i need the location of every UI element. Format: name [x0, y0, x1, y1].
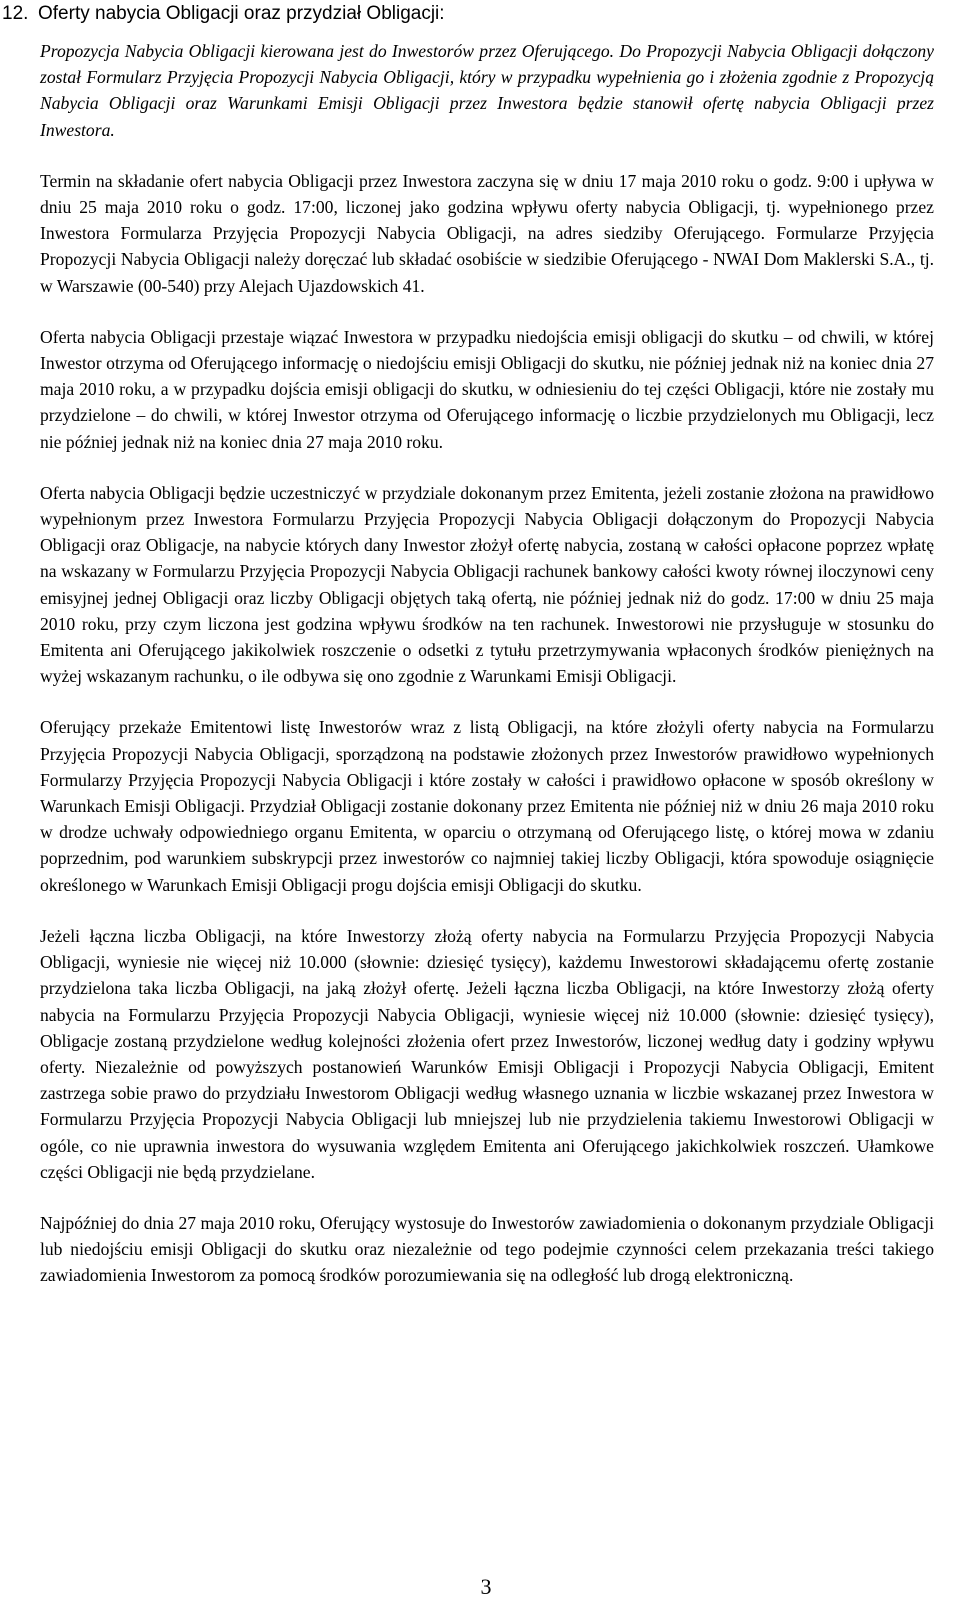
paragraph-allotment-rules: Jeżeli łączna liczba Obligacji, na które Inwestorzy złożą oferty nabycia na Formularzu Przyjęcia Propozycji Nabycia Obligacji, wyniesie nie więcej niż 10.000 (słownie: dziesięć tysięcy), każdemu Inwestorowi składającemu ofertę zostanie przydzielona taka liczba Obligacji, na jaką złożył ofertę. Jeżeli łączna liczba Obligacji, na które Inwestorzy złożą oferty nabycia na Formularzu Przyjęcia Propozycji Nabycia Obligacji, wyniesie więcej niż 10.000 (słownie: dziesięć tysięcy), Obligacje zostaną przydzielone według kolejności złożenia ofert przez Inwestorów, liczonej według daty i godziny wpływu oferty. Niezależnie od powyższych postanowień Warunków Emisji Obligacji i Propozycji Nabycia Obligacji, Emitent zastrzega sobie prawo do przydziału Inwestorom Obligacji według własnego uznania w liczbie wskazanej przez Inwestora w Formularzu Przyjęcia Propozycji Nabycia Obligacji lub mniejszej lub nie przydzielenia takiemu Inwestorowi Obligacji w ogóle, co nie uprawnia inwestora do wysuwania względem Emitenta ani Oferującego jakichkolwiek roszczeń. Ułamkowe części Obligacji nie będą przydzielane.: [40, 925, 934, 1182]
document-body: [40, 38, 934, 1314]
section-title: Oferty nabycia Obligacji oraz przydział Obligacji:: [38, 3, 445, 24]
section-heading: [2, 2, 445, 26]
paragraph-investor-list: Oferujący przekaże Emitentowi listę Inwestorów wraz z listą Obligacji, na które złożyli oferty nabycia na Formularzu Przyjęcia Propozycji Nabycia Obligacji, sporządzoną na podstawie złożonych przez Inwestorów prawidłowo wypełnionych Formularzy Przyjęcia Propozycji Nabycia Obligacji i które zostały w całości i prawidłowo opłacone w sposób określony w Warunkach Emisji Obligacji. Przydział Obligacji zostanie dokonany przez Emitenta nie później niż w dniu 26 maja 2010 roku w drodze uchwały odpowiedniego organu Emitenta, w oparciu o otrzymaną od Oferującego listę, o której mowa w zdaniu poprzednim, pod warunkiem subskrypcji przez inwestorów co najmniej takiej liczby Obligacji, która spowoduje osiągnięcie określonego w Warunkach Emisji Obligacji progu dojścia emisji Obligacji do skutku.: [40, 717, 934, 895]
paragraph-offer-deadline: Termin na składanie ofert nabycia Obligacji przez Inwestora zaczyna się w dniu 17 maja 2010 roku o godz. 9:00 i upływa w dniu 25 maja 2010 roku o godz. 17:00, liczonej jako godzina wpływu oferty nabycia Obligacji, tj. wypełnionego przez Inwestora Formularza Przyjęcia Propozycji Nabycia Obligacji, na adres siedziby Oferującego. Formularze Przyjęcia Propozycji Nabycia Obligacji należy doręczać lub składać osobiście w siedzibie Oferującego - NWAI Dom Maklerski S.A., tj. w Warszawie (00-540) przy Alejach Ujazdowskich 41.: [40, 170, 934, 296]
paragraph-offer-proposal: Propozycja Nabycia Obligacji kierowana jest do Inwestorów przez Oferującego. Do Propozycji Nabycia Obligacji dołączony został Formularz Przyjęcia Propozycji Nabycia Obligacji, który w przypadku wypełnienia go i złożenia zgodnie z Propozycją Nabycia Obligacji oraz Warunkami Emisji Obligacji przez Inwestora będzie stanowił ofertę nabycia Obligacji przez Inwestora.: [40, 41, 934, 140]
paragraph-notification: Najpóźniej do dnia 27 maja 2010 roku, Oferujący wystosuje do Inwestorów zawiadomienia o dokonanym przydziale Obligacji lub niedojściu emisji Obligacji do skutku oraz niezależnie od tego podejmie czynności celem przekazania treści takiego zawiadomienia Inwestorom za pomocą środków porozumiewania się na odległość lub drogą elektroniczną.: [40, 1212, 934, 1286]
page-number: 3: [480, 1574, 492, 1599]
paragraph-allotment-participation: Oferta nabycia Obligacji będzie uczestniczyć w przydziale dokonanym przez Emitenta, jeżeli zostanie złożona na prawidłowo wypełnionym przez Inwestora Formularzu Przyjęcia Propozycji Nabycia Obligacji dołączonym do Propozycji Nabycia Obligacji oraz Obligacje, na nabycie których dany Inwestor złożył ofertę nabycia, zostaną w całości opłacone poprzez wpłatę na wskazany w Formularzu Przyjęcia Propozycji Nabycia Obligacji rachunek bankowy całości kwoty równej iloczynowi ceny emisyjnej jednej Obligacji oraz liczby Obligacji objętych taką ofertą, nie później jednak niż do godz. 17:00 w dniu 25 maja 2010 roku, przy czym liczona jest godzina wpływu środków na ten rachunek. Inwestorowi nie przysługuje w stosunku do Emitenta ani Oferującego jakikolwiek roszczenie o odsetki z tytułu przetrzymywania wpłaconych środków pieniężnych na wyżej wskazanym rachunku, o ile odbywa się ono zgodnie z Warunkami Emisji Obligacji.: [40, 482, 934, 687]
section-number: 12.: [2, 3, 29, 24]
paragraph-offer-binding: Oferta nabycia Obligacji przestaje wiązać Inwestora w przypadku niedojścia emisji obligacji do skutku – od chwili, w której Inwestor otrzyma od Oferującego informację o niedojściu emisji Obligacji do skutku, nie później jednak niż na koniec dnia 27 maja 2010 roku, a w przypadku dojścia emisji obligacji do skutku, w odniesieniu do tej części Obligacji, które nie zostały mu przydzielone – do chwili, w której Inwestor otrzyma od Oferującego informację o liczbie przydzielonych mu Obligacji, lecz nie później jednak niż na koniec dnia 27 maja 2010 roku.: [40, 326, 934, 452]
